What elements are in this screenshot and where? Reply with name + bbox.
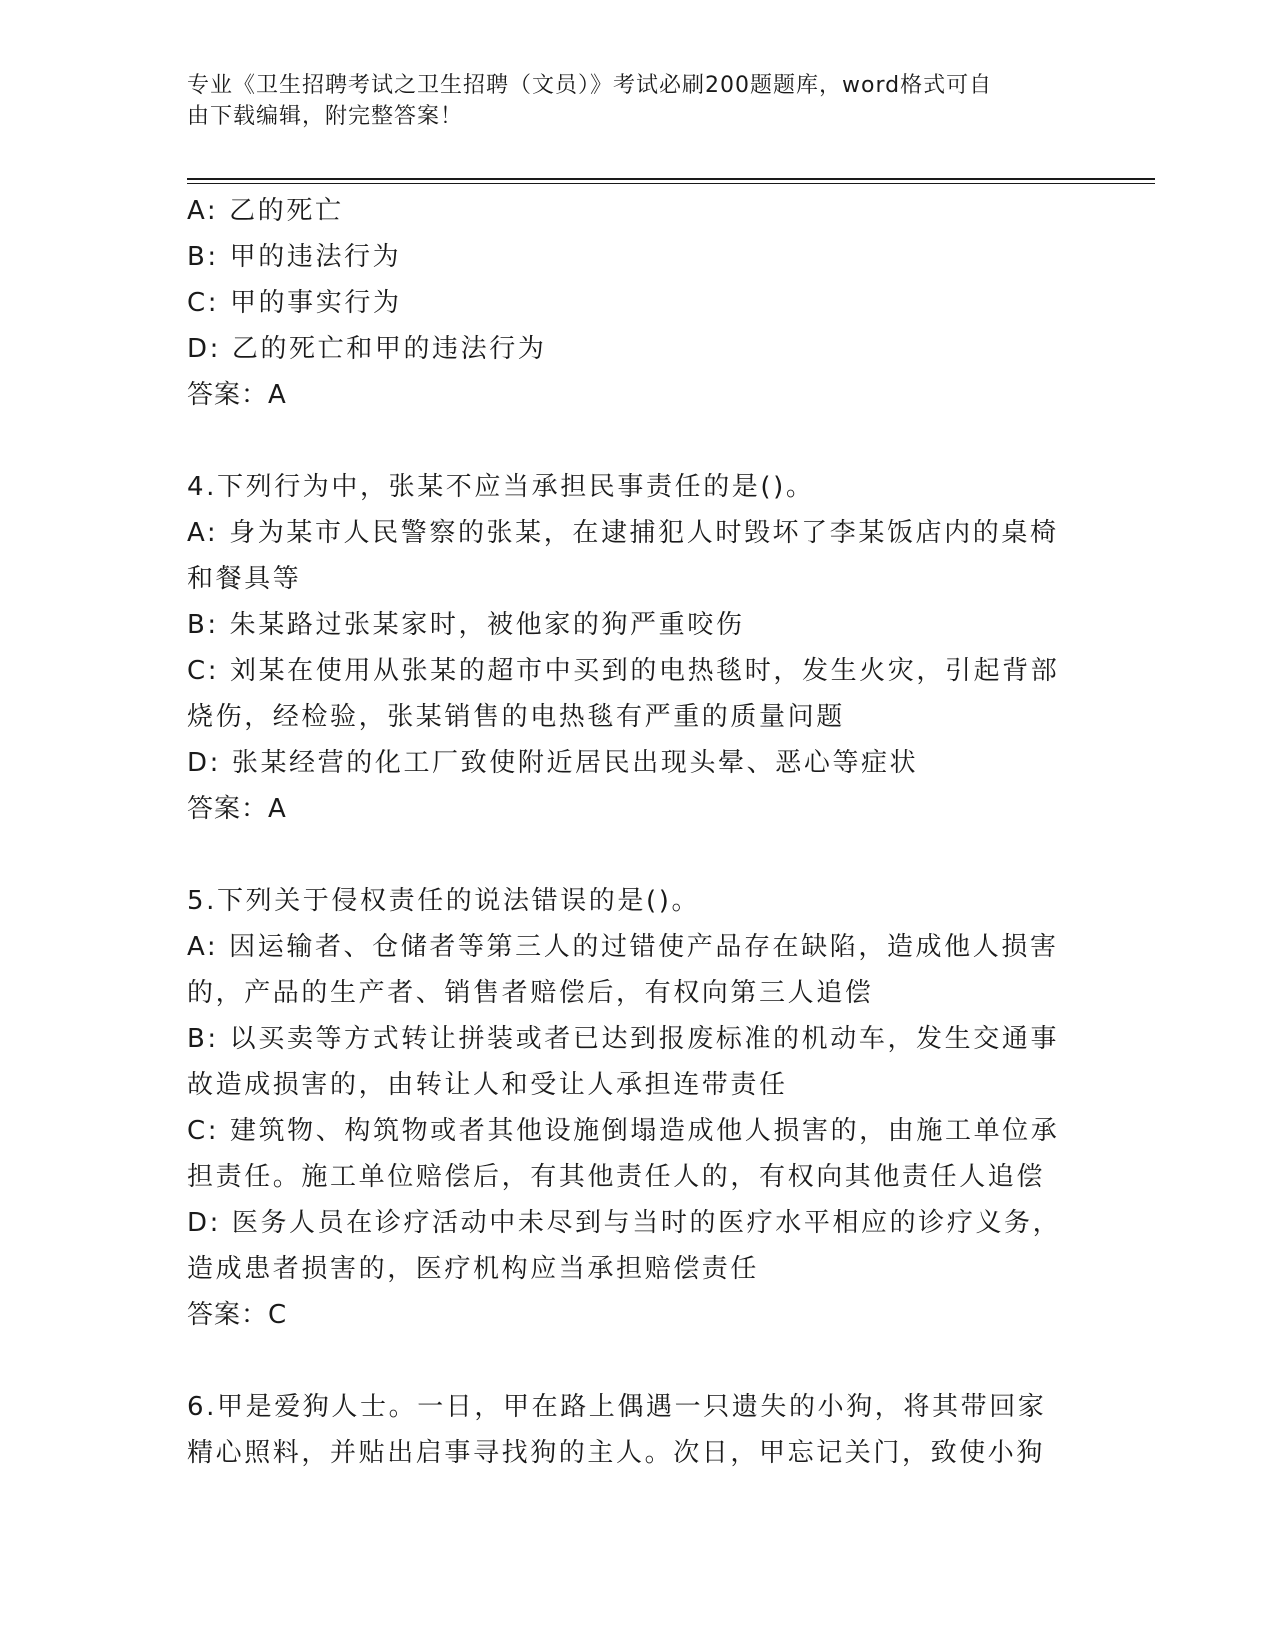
q4-option-a-line-1: A: 身为某市人民警察的张某，在逮捕犯人时毁坏了李某饭店内的桌椅 — [187, 518, 1059, 548]
q5-option-c-line-2: 担责任。施工单位赔偿后，有其他责任人的，有权向其他责任人追偿 — [187, 1162, 1046, 1192]
q5-option-b-line-2: 故造成损害的，由转让人和受让人承担连带责任 — [187, 1070, 788, 1100]
q5-option-b-line-1: B: 以买卖等方式转让拼装或者已达到报废标准的机动车，发生交通事 — [187, 1024, 1060, 1054]
question-6-block — [187, 1384, 1067, 1476]
spacer — [187, 1338, 1067, 1384]
q3-option-d: D: 乙的死亡和甲的违法行为 — [187, 334, 547, 364]
q5-option-a-line-2: 的，产品的生产者、销售者赔偿后，有权向第三人追偿 — [187, 978, 874, 1008]
q6-stem-line-2: 精心照料，并贴出启事寻找狗的主人。次日，甲忘记关门，致使小狗 — [187, 1438, 1046, 1468]
q3-option-a: A: 乙的死亡 — [187, 196, 344, 226]
q3-option-b: B: 甲的违法行为 — [187, 242, 402, 272]
q6-stem-line-1: 6.甲是爱狗人士。一日，甲在路上偶遇一只遗失的小狗，将其带回家 — [187, 1392, 1047, 1422]
spacer — [187, 418, 1067, 464]
q5-answer: 答案：C — [187, 1300, 288, 1330]
question-4-block — [187, 464, 1067, 832]
q4-stem: 4.下列行为中，张某不应当承担民事责任的是()。 — [187, 472, 815, 502]
spacer — [187, 832, 1067, 878]
q5-option-d-line-1: D: 医务人员在诊疗活动中未尽到与当时的医疗水平相应的诊疗义务， — [187, 1208, 1062, 1238]
question-3-block — [187, 188, 1067, 418]
header-divider-thin — [187, 183, 1155, 184]
q4-option-c-line-2: 烧伤，经检验，张某销售的电热毯有严重的质量问题 — [187, 702, 845, 732]
header-line-1: 专业《卫生招聘考试之卫生招聘（文员）》考试必刷200题题库，word格式可自 — [187, 73, 993, 98]
q3-answer: 答案：A — [187, 380, 287, 410]
header-divider-thick — [187, 178, 1155, 180]
header-line-2: 由下载编辑，附完整答案！ — [187, 104, 464, 129]
page-header — [187, 70, 1067, 132]
q5-option-c-line-1: C: 建筑物、构筑物或者其他设施倒塌造成他人损害的，由施工单位承 — [187, 1116, 1060, 1146]
q3-option-c: C: 甲的事实行为 — [187, 288, 402, 318]
q4-answer: 答案：A — [187, 794, 287, 824]
question-5-block — [187, 878, 1067, 1338]
q4-option-c-line-1: C: 刘某在使用从张某的超市中买到的电热毯时，发生火灾，引起背部 — [187, 656, 1060, 686]
q5-stem: 5.下列关于侵权责任的说法错误的是()。 — [187, 886, 701, 916]
q5-option-a-line-1: A: 因运输者、仓储者等第三人的过错使产品存在缺陷，造成他人损害 — [187, 932, 1059, 962]
q4-option-a-line-2: 和餐具等 — [187, 564, 302, 594]
question-content — [187, 188, 1067, 1476]
q5-option-d-line-2: 造成患者损害的，医疗机构应当承担赔偿责任 — [187, 1254, 760, 1284]
q4-option-b: B: 朱某路过张某家时，被他家的狗严重咬伤 — [187, 610, 745, 640]
q4-option-d: D: 张某经营的化工厂致使附近居民出现头晕、恶心等症状 — [187, 748, 919, 778]
